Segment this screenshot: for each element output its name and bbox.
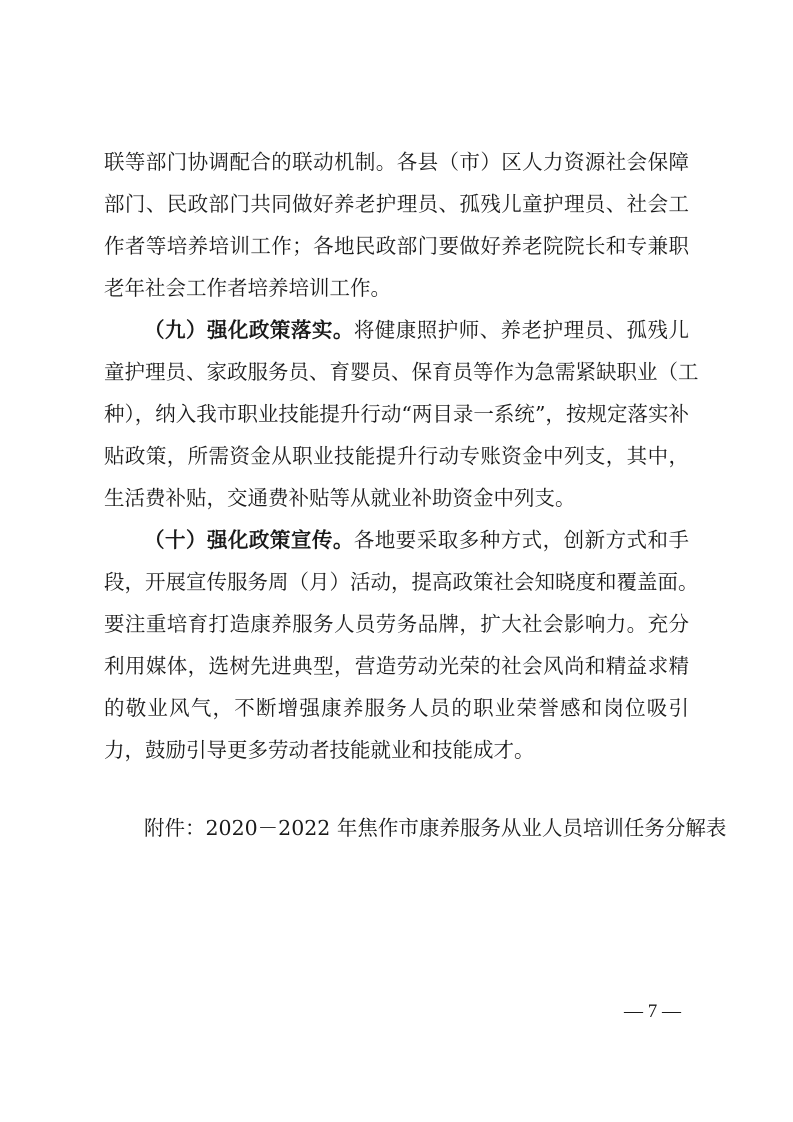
- section-10-line-2: 段，开展宣传服务周（月）活动，提高政策社会知晓度和覆盖面。: [104, 570, 699, 594]
- section-10-first-line: [144, 526, 689, 554]
- section-9-line-5: 生活费补贴，交通费补贴等从就业补助资金中列支。: [104, 486, 576, 510]
- section-10-line-6: 力，鼓励引导更多劳动者技能就业和技能成才。: [104, 738, 535, 762]
- section-9-first-line-text: 将健康照护师、养老护理员、孤残儿: [353, 318, 690, 342]
- section-10-heading: （十）强化政策宣传。: [144, 528, 354, 552]
- section-10-line-4: 利用媒体，选树先进典型，营造劳动光荣的社会风尚和精益求精: [104, 654, 689, 678]
- section-10-line-5: 的敬业风气，不断增强康养服务人员的职业荣誉感和岗位吸引: [104, 696, 689, 720]
- paragraph-1-line-2: 部门、民政部门共同做好养老护理员、孤残儿童护理员、社会工: [104, 192, 689, 216]
- section-9-line-4: 贴政策，所需资金从职业技能提升行动专账资金中列支，其中，: [104, 444, 689, 468]
- paragraph-1-line-1: 联等部门协调配合的联动机制。各县（市）区人力资源社会保障: [104, 150, 689, 174]
- attachment-line: 附件：2020－2022 年焦作市康养服务从业人员培训任务分解表: [144, 816, 727, 840]
- page-number: — 7 —: [624, 1001, 681, 1022]
- section-9-line-3: 种），纳入我市职业技能提升行动“两目录一系统”，按规定落实补: [104, 402, 689, 426]
- section-9-heading: （九）强化政策落实。: [144, 318, 354, 342]
- paragraph-1-line-3: 作者等培养培训工作；各地民政部门要做好养老院院长和专兼职: [104, 234, 689, 258]
- section-9-first-line: [144, 316, 689, 344]
- section-10-line-3: 要注重培育打造康养服务人员劳务品牌，扩大社会影响力。充分: [104, 612, 689, 636]
- section-9-line-2: 童护理员、家政服务员、育婴员、保育员等作为急需紧缺职业（工: [104, 360, 699, 384]
- section-10-first-line-text: 各地要采取多种方式，创新方式和手: [353, 528, 690, 552]
- paragraph-1-line-4: 老年社会工作者培养培训工作。: [104, 276, 391, 300]
